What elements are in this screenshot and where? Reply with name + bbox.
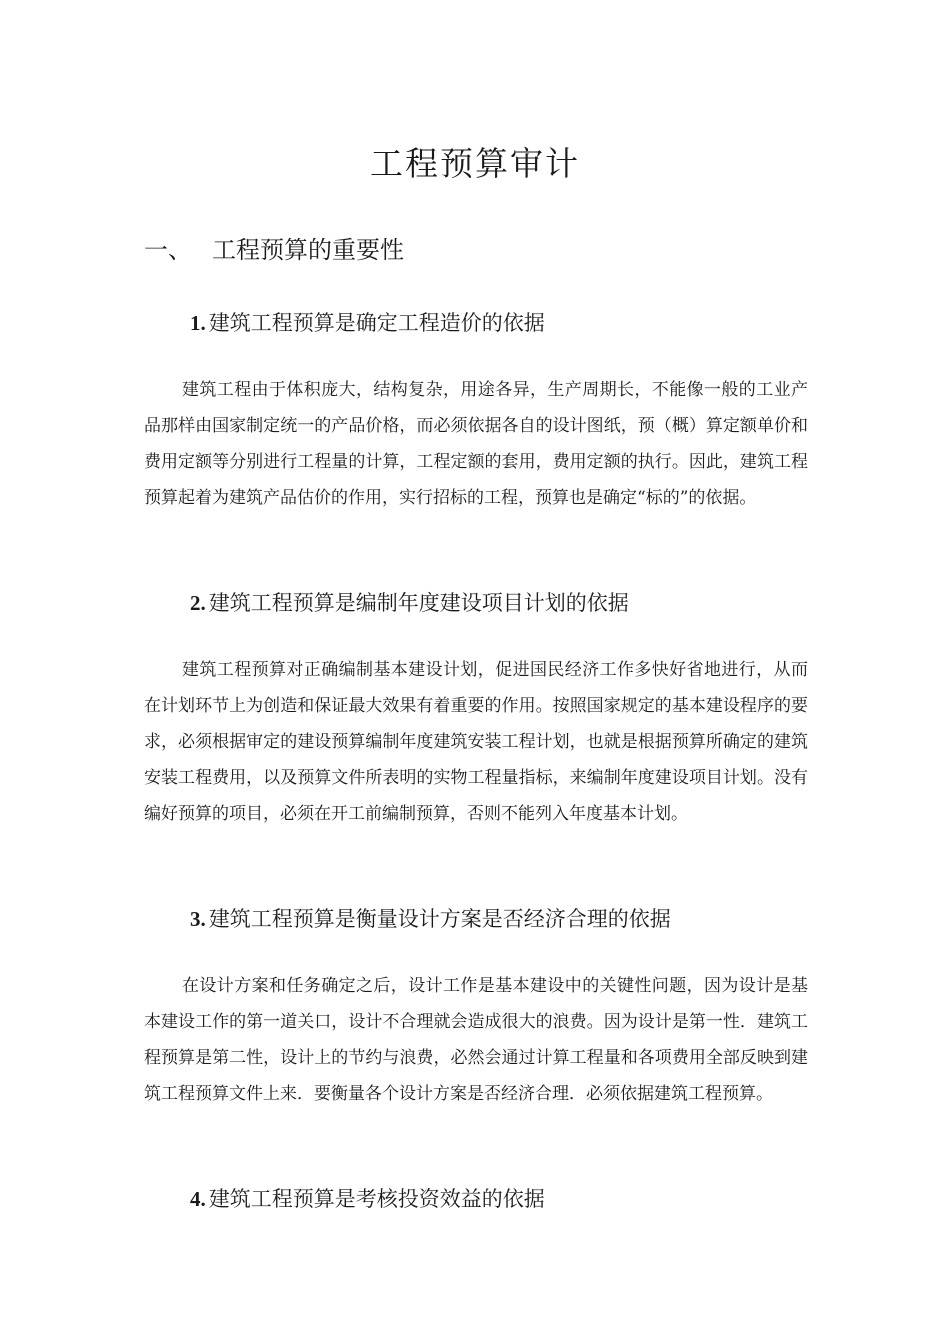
- document-title: 工程预算审计: [370, 144, 580, 183]
- subsection-number-2: 2.: [190, 591, 206, 615]
- subsection-heading-2: [190, 587, 629, 617]
- subsection-paragraph-1: 建筑工程由于体积庞大，结构复杂，用途各异，生产周期长，不能像一般的工业产品那样由国家制定统一的产品价格，而必须依据各自的设计图纸，预（概）算定额单价和费用定额等分别进行工程量的计算，工程定额的套用，费用定额的执行。因此，建筑工程预算起着为建筑产品估价的作用，实行招标的工程，预算也是确定“标的”的依据。: [144, 380, 808, 508]
- section-number: 一、: [144, 236, 192, 264]
- subsection-heading-4: [190, 1183, 545, 1213]
- subsection-title-1: 建筑工程预算是确定工程造价的依据: [208, 311, 545, 335]
- subsection-title-3: 建筑工程预算是衡量设计方案是否经济合理的依据: [208, 907, 671, 931]
- section-title: 工程预算的重要性: [212, 236, 404, 264]
- section-heading: [144, 230, 404, 265]
- subsection-title-4: 建筑工程预算是考核投资效益的依据: [208, 1187, 545, 1211]
- subsection-paragraph-2: 建筑工程预算对正确编制基本建设计划，促进国民经济工作多快好省地进行，从而在计划环节上为创造和保证最大效果有着重要的作用。按照国家规定的基本建设程序的要求，必须根据审定的建设预算编制年度建筑安装工程计划，也就是根据预算所确定的建筑安装工程费用，以及预算文件所表明的实物工程量指标，来编制年度建设项目计划。没有编好预算的项目，必须在开工前编制预算，否则不能列入年度基本计划。: [144, 660, 808, 824]
- subsection-number-4: 4.: [190, 1187, 206, 1211]
- subsection-number-3: 3.: [190, 907, 206, 931]
- subsection-heading-3: [190, 903, 671, 933]
- subsection-paragraph-3: 在设计方案和任务确定之后，设计工作是基本建设中的关键性问题，因为设计是基本建设工作的第一道关口，设计不合理就会造成很大的浪费。因为设计是第一性．建筑工程预算是第二性，设计上的节约与浪费，必然会通过计算工程量和各项费用全部反映到建筑工程预算文件上来．要衡量各个设计方案是否经济合理．必须依据建筑工程预算。: [144, 976, 808, 1104]
- subsection-heading-1: [190, 307, 545, 337]
- subsection-title-2: 建筑工程预算是编制年度建设项目计划的依据: [208, 591, 629, 615]
- subsection-number-1: 1.: [190, 311, 206, 335]
